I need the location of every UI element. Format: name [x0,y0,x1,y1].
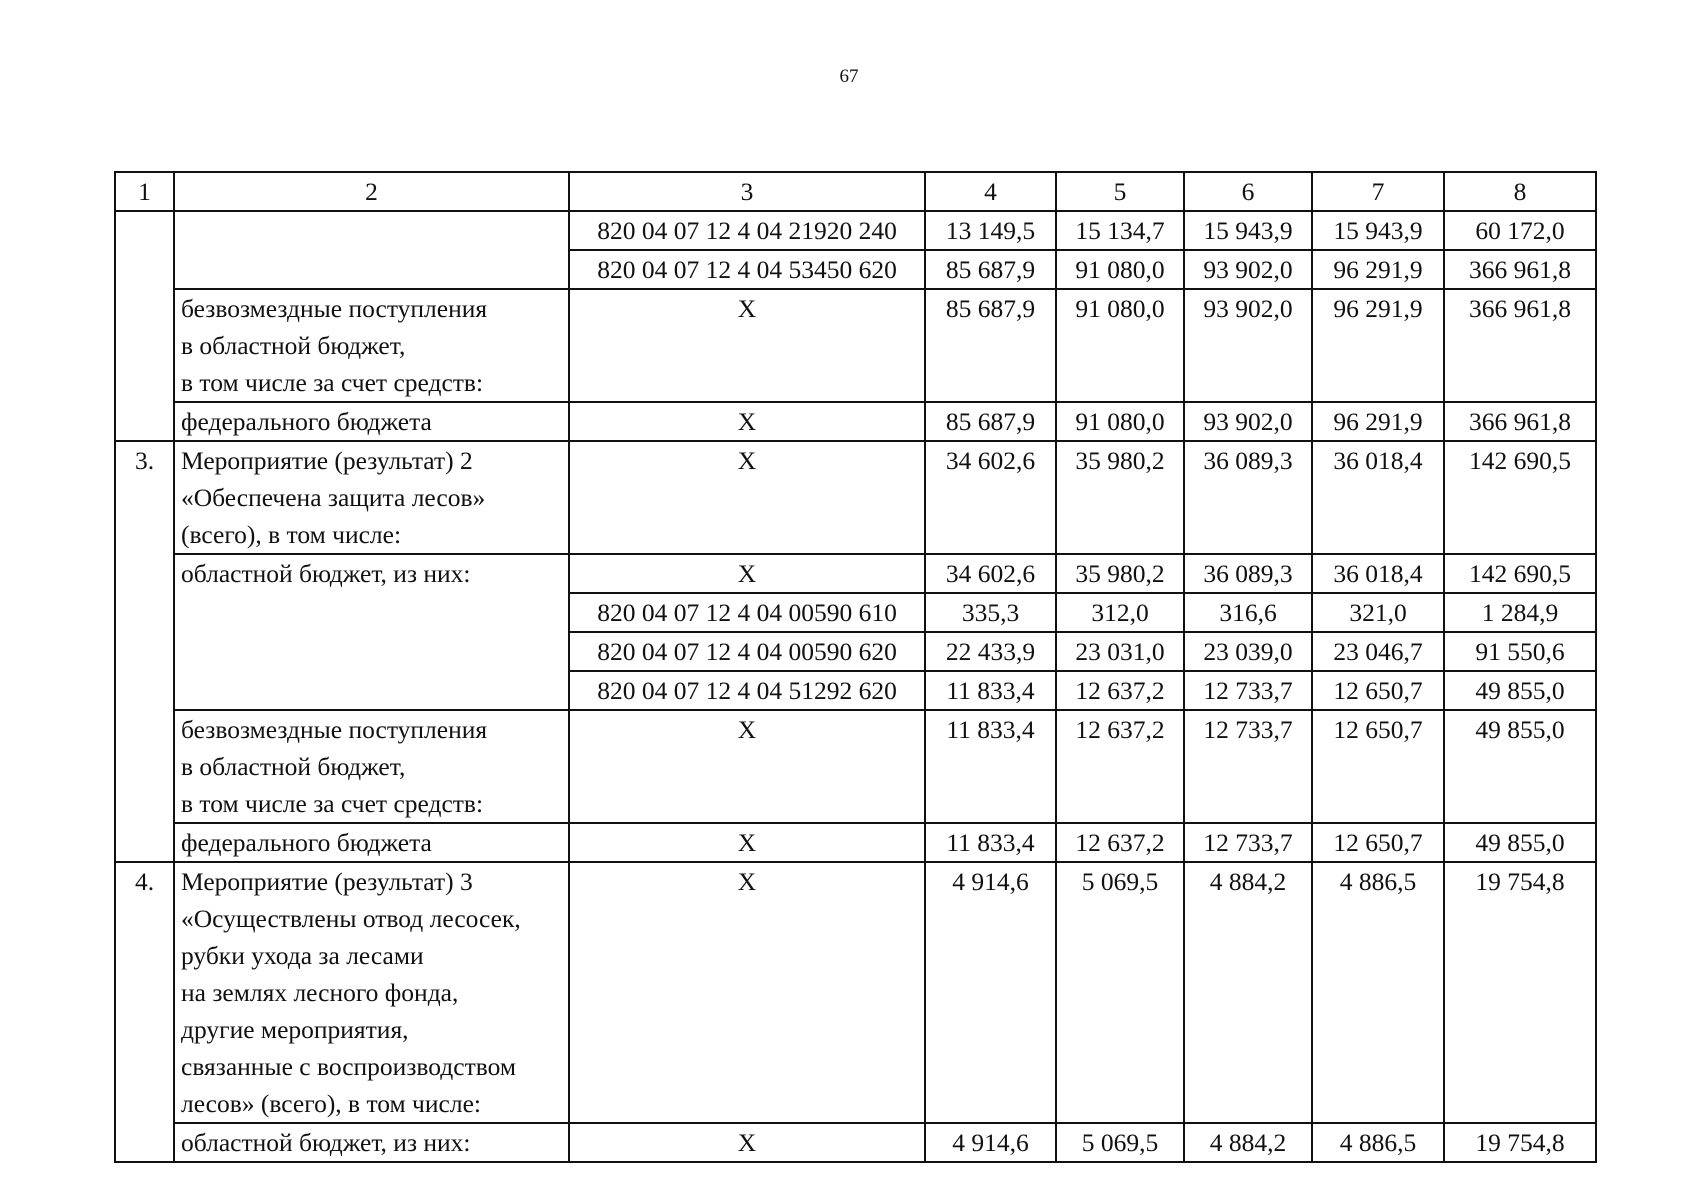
value-cell: 12 650,7 [1312,671,1444,710]
value-cell: 312,0 [1056,593,1184,632]
row-name-line: связанные с воспроизводством [181,1052,516,1081]
row-name-line: на землях лесного фонда, [181,978,459,1007]
value-cell: 22 433,9 [925,632,1056,671]
table-row [115,823,1596,862]
total-cell: 1 284,9 [1444,593,1596,632]
row-name-line: рубки ухода за лесами [181,941,424,970]
value-cell: 85 687,9 [925,250,1056,289]
budget-code: X [569,554,925,593]
value-cell: 36 018,4 [1312,441,1444,554]
row-name-cell [174,289,569,402]
value-cell: 12 637,2 [1056,823,1184,862]
column-number: 7 [1312,172,1444,211]
value-cell: 36 089,3 [1184,554,1312,593]
total-cell: 49 855,0 [1444,671,1596,710]
total-cell: 49 855,0 [1444,710,1596,823]
value-cell: 4 886,5 [1312,862,1444,1123]
budget-code: X [569,402,925,441]
row-name-cell: федерального бюджета [174,402,569,441]
budget-code: 820 04 07 12 4 04 21920 240 [569,211,925,250]
value-cell: 34 602,6 [925,441,1056,554]
row-name-cell [174,710,569,823]
value-cell: 5 069,5 [1056,862,1184,1123]
column-number: 3 [569,172,925,211]
value-cell: 96 291,9 [1312,402,1444,441]
row-name-line: (всего), в том числе: [181,520,402,549]
table-row [115,710,1596,823]
budget-code: X [569,823,925,862]
value-cell: 321,0 [1312,593,1444,632]
value-cell: 12 733,7 [1184,671,1312,710]
column-number: 2 [174,172,569,211]
row-name-line: в том числе за счет средств: [181,368,484,397]
value-cell: 23 046,7 [1312,632,1444,671]
table-row [115,862,1596,1123]
row-name-cell [174,211,569,289]
value-cell: 91 080,0 [1056,289,1184,402]
value-cell: 11 833,4 [925,671,1056,710]
value-cell: 35 980,2 [1056,441,1184,554]
value-cell: 93 902,0 [1184,289,1312,402]
table-row [115,402,1596,441]
value-cell: 11 833,4 [925,710,1056,823]
value-cell: 93 902,0 [1184,402,1312,441]
value-cell: 93 902,0 [1184,250,1312,289]
row-name-cell: федерального бюджета [174,823,569,862]
value-cell: 12 650,7 [1312,823,1444,862]
value-cell: 96 291,9 [1312,250,1444,289]
column-number: 5 [1056,172,1184,211]
column-number: 8 [1444,172,1596,211]
value-cell: 4 914,6 [925,1123,1056,1162]
value-cell: 335,3 [925,593,1056,632]
total-cell: 142 690,5 [1444,441,1596,554]
row-name-cell [174,862,569,1123]
budget-code: X [569,441,925,554]
total-cell: 366 961,8 [1444,402,1596,441]
value-cell: 4 914,6 [925,862,1056,1123]
value-cell: 96 291,9 [1312,289,1444,402]
row-name-line: «Осуществлены отвод лесосек, [181,904,521,933]
value-cell: 36 089,3 [1184,441,1312,554]
row-name-line: в областной бюджет, [181,331,406,360]
row-name-line: Мероприятие (результат) 2 [181,446,473,475]
total-cell: 19 754,8 [1444,862,1596,1123]
page-number: 67 [839,66,859,87]
value-cell: 316,6 [1184,593,1312,632]
value-cell: 35 980,2 [1056,554,1184,593]
row-number-cell: 4. [115,862,174,1162]
value-cell: 15 943,9 [1312,211,1444,250]
row-number-cell: 3. [115,441,174,862]
value-cell: 12 637,2 [1056,671,1184,710]
row-name-line: в том числе за счет средств: [181,789,484,818]
column-number: 4 [925,172,1056,211]
row-name-line: Мероприятие (результат) 3 [181,867,473,896]
total-cell: 366 961,8 [1444,289,1596,402]
row-name-line: безвозмездные поступления [181,715,488,744]
value-cell: 12 650,7 [1312,710,1444,823]
value-cell: 5 069,5 [1056,1123,1184,1162]
header-row [115,172,1596,211]
budget-code: X [569,710,925,823]
table-row [115,441,1596,554]
row-name-line: «Обеспечена защита лесов» [181,483,486,512]
value-cell: 13 149,5 [925,211,1056,250]
budget-code: X [569,862,925,1123]
row-name-cell: областной бюджет, из них: [174,1123,569,1162]
row-number-cell [115,211,174,441]
budget-code: 820 04 07 12 4 04 00590 610 [569,593,925,632]
table-row [115,1123,1596,1162]
total-cell: 142 690,5 [1444,554,1596,593]
value-cell: 91 080,0 [1056,402,1184,441]
value-cell: 34 602,6 [925,554,1056,593]
row-name-cell: областной бюджет, из них: [174,554,569,710]
row-name-line: другие мероприятия, [181,1015,409,1044]
total-cell: 91 550,6 [1444,632,1596,671]
budget-code: 820 04 07 12 4 04 00590 620 [569,632,925,671]
value-cell: 12 733,7 [1184,823,1312,862]
budget-code: 820 04 07 12 4 04 51292 620 [569,671,925,710]
row-name-line: лесов» (всего), в том числе: [181,1089,481,1118]
total-cell: 60 172,0 [1444,211,1596,250]
value-cell: 91 080,0 [1056,250,1184,289]
table-row [115,289,1596,402]
value-cell: 11 833,4 [925,823,1056,862]
row-name-cell [174,441,569,554]
value-cell: 15 943,9 [1184,211,1312,250]
budget-table [114,171,1597,1163]
value-cell: 23 031,0 [1056,632,1184,671]
total-cell: 19 754,8 [1444,1123,1596,1162]
value-cell: 4 884,2 [1184,1123,1312,1162]
column-number: 1 [115,172,174,211]
value-cell: 4 884,2 [1184,862,1312,1123]
row-name-line: в областной бюджет, [181,752,406,781]
row-name-line: безвозмездные поступления [181,294,488,323]
value-cell: 85 687,9 [925,289,1056,402]
table-row [115,211,1596,250]
value-cell: 12 637,2 [1056,710,1184,823]
value-cell: 23 039,0 [1184,632,1312,671]
total-cell: 49 855,0 [1444,823,1596,862]
value-cell: 36 018,4 [1312,554,1444,593]
budget-code: X [569,289,925,402]
budget-code: X [569,1123,925,1162]
value-cell: 12 733,7 [1184,710,1312,823]
column-number: 6 [1184,172,1312,211]
value-cell: 4 886,5 [1312,1123,1444,1162]
value-cell: 85 687,9 [925,402,1056,441]
table-row [115,554,1596,593]
value-cell: 15 134,7 [1056,211,1184,250]
budget-code: 820 04 07 12 4 04 53450 620 [569,250,925,289]
total-cell: 366 961,8 [1444,250,1596,289]
